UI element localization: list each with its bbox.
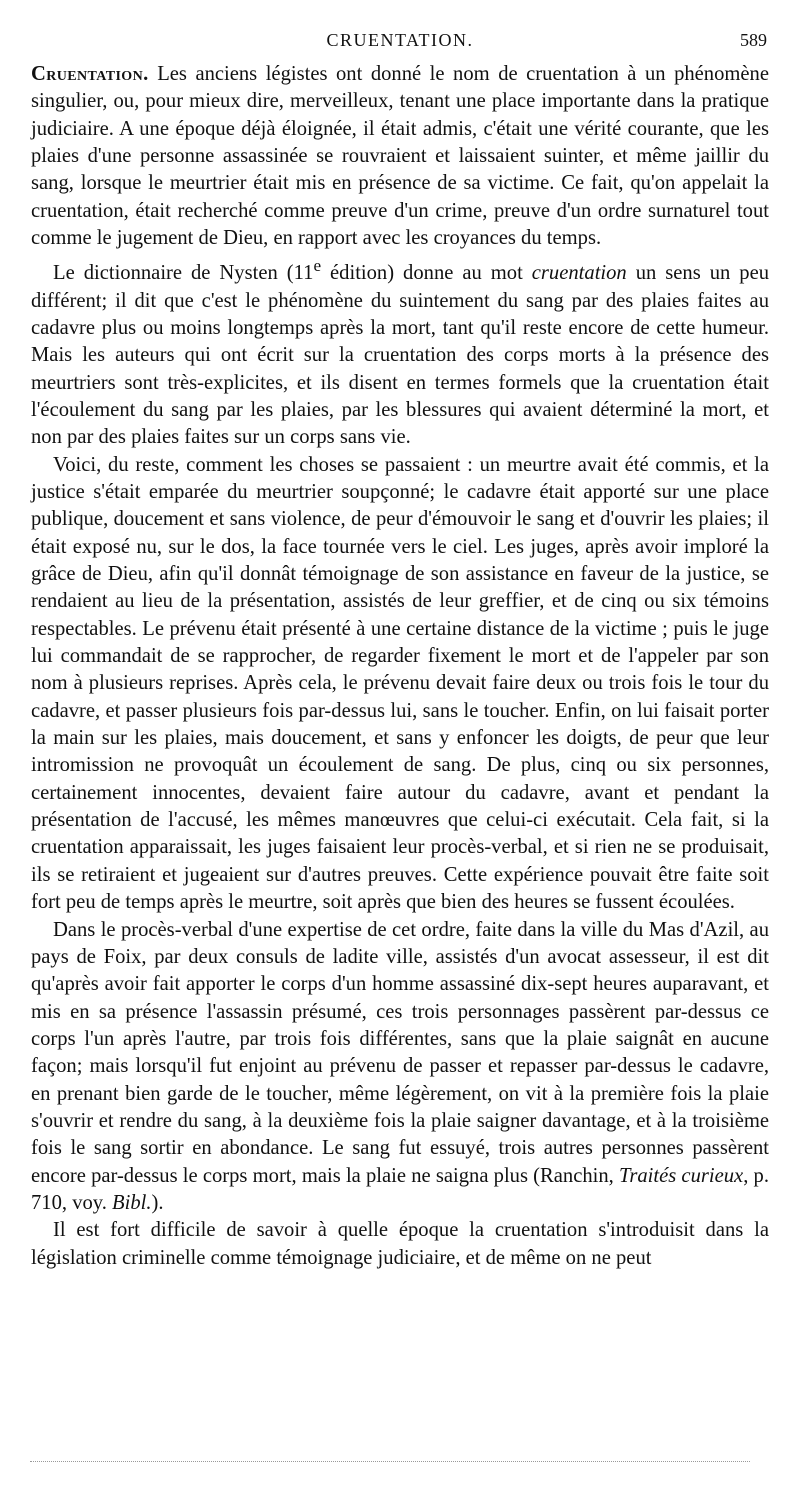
paragraph-1-text: Les anciens légistes ont donné le nom de cruentation à un phénomène singulier, ou, pour mieux dire, merveilleux, tenant une place importante dans la pratique judiciaire. A une époque déjà éloignée, il était admis, c'était une vérité courante, que les plaies d'une personne assassinée se rouvraient et laissaient suinter, et même jaillir du sang, lorsque le meurtrier était mis en présence de sa victime. Ce fait, qu'on appelait la cruentation, était recherché comme preuve d'un crime, preuve d'un ordre surnaturel tout comme le jugement de Dieu, en rapport avec les croyances du temps. [31, 63, 769, 250]
paragraph-4-text-b: , p. 710, voy. [31, 1164, 769, 1214]
paragraph-4 [31, 917, 769, 1218]
paragraph-2-text-b: édition) donne au mot [321, 262, 532, 285]
paragraph-5: Il est fort difficile de savoir à quelle époque la cruentation s'introduisit dans la législation criminelle comme témoignage judiciaire, et de même on ne peut [31, 1219, 769, 1269]
footer-rule [30, 1461, 750, 1462]
running-head [31, 30, 769, 56]
entry-body [31, 61, 769, 1272]
paragraph-4-text-c: ). [151, 1191, 164, 1214]
page-number: 589 [740, 30, 767, 50]
paragraph-2-text-a: Le dictionnaire de Nysten (11 [53, 262, 314, 285]
italic-term: cruentation [531, 262, 627, 285]
paragraph-3: Voici, du reste, comment les choses se passaient : un meurtre avait été commis, et la justice s'était emparée du meurtrier soupçonné; le cadavre était apporté sur une place publique, doucement et sans violence, de peur d'émouvoir le sang et d'ouvrir les plaies; il était exposé nu, sur le dos, la face tournée vers le ciel. Les juges, après avoir imploré la grâce de Dieu, afin qu'il donnât témoignage de son assistance en faveur de la justice, se rendaient au lieu de la présentation, assistés de leur greffier, et de cinq ou six témoins respectables. Le prévenu était présenté à une certaine distance de la victime ; puis le juge lui commandait de se rapprocher, de regarder fixement le mort et de l'appeler par son nom à plusieurs reprises. Après cela, le prévenu devait faire deux ou trois fois le tour du cadavre, et passer plusieurs fois par-dessus lui, sans le toucher. Enfin, on lui faisait porter la main sur les plaies, mais doucement, et sans y enfoncer les doigts, de peur que leur intromission ne provoquât un écoulement de sang. De plus, cinq ou six personnes, certainement innocentes, devaient faire autour du cadavre, avant et pendant la présentation de l'accusé, les mêmes manœuvres que celui-ci exécutait. Cela fait, si la cruentation apparaissait, les juges faisaient leur procès-verbal, et si rien ne se produisait, ils se retiraient et jugeaient sur d'autres preuves. Cette expérience pouvait être faite soit fort peu de temps après le meurtre, soit après que bien des heures se fussent écoulées. [31, 453, 769, 914]
running-title: CRUENTATION. [326, 30, 474, 50]
paragraph-2 [31, 252, 769, 451]
paragraph-1 [31, 61, 769, 252]
citation-ref: Bibl. [112, 1191, 152, 1214]
citation-title: Traités curieux [619, 1164, 744, 1187]
ordinal-superscript: e [313, 256, 322, 276]
paragraph-2-text-c: un sens un peu différent; il dit que c'est le phénomène du suintement du sang par des plaies faites au cadavre plus ou moins longtemps après la mort, tant qu'il reste encore de cette humeur. Mais les auteurs qui ont écrit sur la cruentation des corps morts à la présence des meurtriers sont très-explicites, et ils disent en termes formels que la cruentation était l'écoulement du sang par les plaies, par les blessures qui avaient déterminé la mort, et non par des plaies faites sur un corps sans vie. [31, 262, 770, 449]
entry-headword: Cruentation. [31, 63, 149, 85]
paragraph-4-text-a: Dans le procès-verbal d'une expertise de cet ordre, faite dans la ville du Mas d'Azil, au pays de Foix, par deux consuls de ladite ville, assistés d'un avocat assesseur, il est dit qu'après avoir fait apporter le corps d'un homme assassiné dix-sept heures auparavant, et mis en sa présence l'assassin présumé, ces trois personnages passèrent par-dessus ce corps l'un après l'autre, par trois fois différentes, sans que la plaie saignât en aucune façon; mais lorsqu'il fut enjoint au prévenu de passer et repasser par-dessus le cadavre, en prenant bien garde de le toucher, même légèrement, on vit à la première fois la plaie s'ouvrir et rendre du sang, à la deuxième fois la plaie saigner davantage, et à la troisième fois le sang sortir en abondance. Le sang fut essuyé, trois autres personnes passèrent encore par-dessus le corps mort, mais la plaie ne saigna plus (Ranchin, [31, 918, 769, 1187]
